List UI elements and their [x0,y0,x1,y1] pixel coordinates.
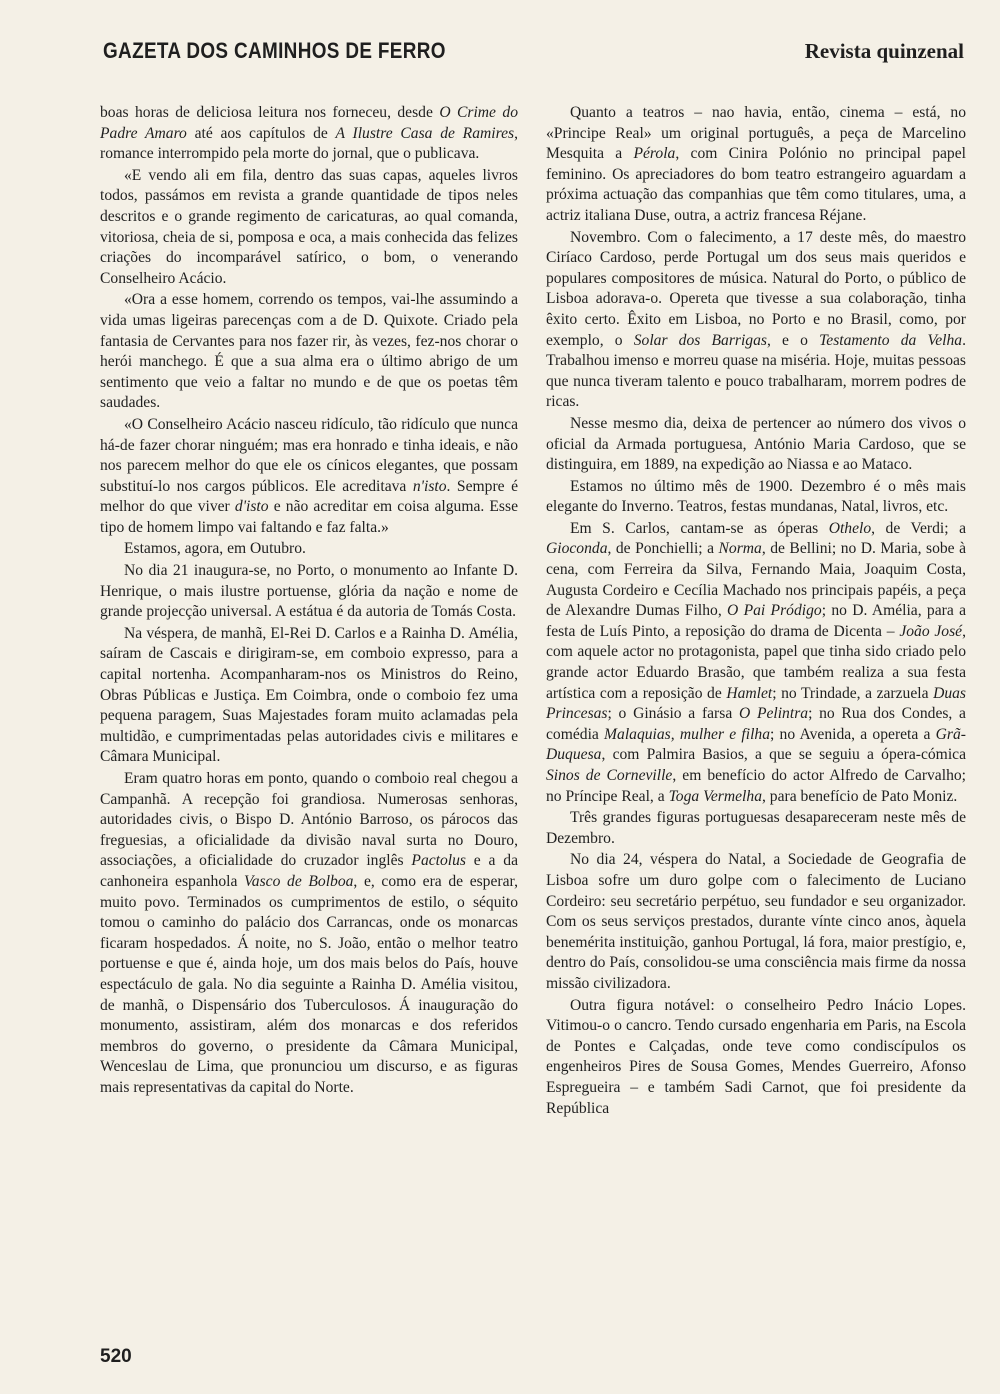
italic-title: Pactolus [411,852,466,870]
text-run: Três grandes figuras portuguesas desapareceram neste mês de Dezembro. [546,809,966,847]
italic-title: Hamlet [726,684,773,702]
text-run: No dia 24, véspera do Natal, a Sociedade de Geografia de Lisboa sofre um duro golpe com o falecimento de Luciano Cordeiro: seu secretário perpétuo, seu fundador e seu organizador. Com os seus serviços prestados, durante vínte cinco anos, àquela benemérita instituição, ganhou Portugal, lá fora, maior prestígio, e, dentro do País, consolidou-se uma consciência mais firme da nossa missão civilizadora. [546,851,966,992]
italic-title: O Crime do Padre Amaro [100,104,518,142]
right-text-column [546,103,966,1119]
text-run: , de Bellini; no D. Maria, sobe à cena, com Ferreira da Silva, Fernando Maia, Joaquim Costa, Augusta Cordeiro e Cecília Machado nos principais papéis, a peça de Alexandre Dumas Filho, [546,540,967,620]
text-run: , de Verdi; a [871,519,967,537]
text-run: . Sempre é melhor do que viver [100,477,518,516]
text-run: Nesse mesmo dia, deixa de pertencer ao número dos vivos o oficial da Armada portuguesa, António Maria Cardoso, que se distinguira, em 1889, na expedição ao Niassa e ao Mataco. [546,414,966,474]
text-run: , com aquele actor no protagonista, papel que tinha sido criado pelo grande actor Eduardo Brasão, que também realiza a sua festa artística com a reposição de [546,622,966,702]
italic-title: O Pai Pródigo [727,602,822,620]
italic-title: Sinos de Corneville [546,767,673,784]
text-run: ; no Trindade, a zarzuela [772,684,934,702]
left-text-column [100,103,518,1099]
text-run: ; no Avenida, a opereta a [770,725,936,743]
paragraph [100,624,518,768]
paragraph [100,415,518,539]
paragraph [100,769,518,1099]
paragraph [100,561,518,623]
paragraph [546,414,966,476]
page-title: GAZETA DOS CAMINHOS DE FERRO [103,38,446,63]
text-run: , e, como era de esperar, muito povo. Terminados os cumprimentos de estilo, o séquito tomou o caminho do palácio dos Carrancas, onde os monarcas ficaram hospedados. Á noite, no S. João, então o melhor teatro portuense e que é, ainda hoje, um dos mais belos do País, houve espectáculo de gala. No dia seguinte a Rainha D. Amélia visitou, de manhã, o Dispensário dos Tuberculosos. Á inauguração do monumento, assistiram, além dos monarcas e dos referidos membros do governo, o presidente da Câmara Municipal, Wenceslau de Lima, que pronunciou um discurso, e as figuras mais representativas da capital do Norte. [100,872,518,1096]
paragraph [100,103,518,165]
text-run: Quanto a teatros – nao havia, então, cinema – está, no «Principe Real» um original português, a peça de Marcelino Mesquita a [546,104,966,163]
paragraph [546,808,966,849]
paragraph [546,103,966,227]
paragraph [100,290,518,414]
paragraph [100,166,518,290]
text-run: ; no Rua dos Condes, a comédia [546,705,966,743]
italic-title: Othelo [828,519,872,537]
italic-title: O Pelintra [738,705,809,723]
text-run: «O Conselheiro Acácio nasceu ridículo, tão ridículo que nunca há-de fazer chorar ninguém; mas era honrado e tinha ideais, e não nos parecem melhor do que ele os cínicos elegantes, que possam substituí-lo nos cargos públicos. Ele acreditava [100,415,518,495]
text-run: Em S. Carlos, cantam-se as óperas [570,519,829,537]
text-run: ; no D. Amélia, para a festa de Luís Pinto, a reposição do drama de Dicenta – [546,602,966,640]
page-subtitle: Revista quinzenal [804,39,964,63]
text-run: , com Cinira Polónio no principal papel feminino. Os apreciadores do bom teatro estrangeiro aguardam a próxima actuação das companhias que têm como titulares, uma, a actriz italiana Duse, outra, a actriz francesa Réjane. [546,145,966,224]
italic-title: Grã-Duquesa [546,725,966,764]
italic-title: Toga Vermelha [668,787,762,805]
text-run: , e o [766,331,820,349]
italic-title: João José [899,622,963,640]
paragraph [546,850,966,994]
text-run: Estamos no último mês de 1900. Dezembro é o mês mais elegante do Inverno. Teatros, festas mundanas, Natal, livros, etc. [546,477,966,516]
text-run: boas horas de deliciosa leitura nos forneceu, desde [100,104,440,121]
text-run: , com Palmira Basios, a que se seguiu a ópera-cómica [601,746,966,764]
text-run: «E vendo ali em fila, dentro das suas capas, aqueles livros todos, passámos em revista a grande quantidade de tipos neles descritos e o grande regimento de caricaturas, ao qual comanda, vitoriosa, cheia de si, pomposa e oca, a mais conhecida das felizes criações do incomparável satírico, o bom, o venerando Conselheiro Acácio. [100,166,518,287]
italic-title: Solar dos Barrigas [633,331,767,349]
paragraph [546,477,966,518]
italic-title: Testamento da Velha [819,331,963,349]
italic-title: Norma [718,540,762,558]
text-run: , de Ponchielli; a [607,540,719,558]
text-run: Estamos, agora, em Outubro. [124,540,306,558]
text-run: No dia 21 inaugura-se, no Porto, o monumento ao Infante D. Henrique, o mais ilustre portuense, glória da nação e nome de grande projecção universal. A estátua é da autoria de Tomás Costa. [100,562,518,621]
italic-title: Malaquias, mulher e filha [604,725,770,743]
paragraph [546,996,966,1120]
paragraph [546,519,966,807]
text-run: Na véspera, de manhã, El-Rei D. Carlos e a Rainha D. Amélia, saíram de Cascais e dirigiram-se, em comboio expresso, para a capital nortenha. Acompanharam-nos os Ministros do Reino, Obras Públicas e Justiça. Em Coimbra, onde o comboio fez uma pequena paragem, Suas Majestades foram muito aclamadas pela multidão, e cumprimentadas pelas autoridades civis e militares e Câmara Municipal. [100,624,518,766]
italic-title: Duas Princesas [546,684,966,723]
italic-title: Vasco de Bolboa [244,872,354,890]
italic-title: Gioconda [546,540,608,558]
paragraph [100,539,518,560]
page-number: 520 [100,1346,132,1367]
italic-title: d'isto [234,498,269,516]
text-run: Eram quatro horas em ponto, quando o comboio real chegou a Campanhã. A recepção foi grandiosa. Numerosas senhoras, autoridades civis, o Bispo D. António Barroso, os párocos das freguesias, a oficialidade da divisão naval surta no Douro, associações, a oficialidade do cruzador inglês [100,770,518,870]
text-run: ; o Ginásio a farsa [607,705,739,723]
paragraph [546,228,966,413]
text-run: Novembro. Com o falecimento, a 17 deste mês, do maestro Ciríaco Cardoso, perde Portugal um dos seus mais queridos e populares compositores de música. Natural do Porto, o público de Lisboa adorava-o. Opereta que tivesse a sua colaboração, tinha êxito certo. Êxito em Lisboa, no Porto e no Brasil, como, por exemplo, o [546,228,966,349]
text-run: , em benefício do actor Alfredo de Carvalho; no Príncipe Real, a [546,767,966,805]
text-run: , romance interrompido pela morte do jornal, que o publicava. [100,124,518,163]
text-run: «Ora a esse homem, correndo os tempos, vai-lhe assumindo a vida umas ligeiras parecenças com a de D. Quixote. Criado pela fantasia de Cervantes para nos fazer rir, às vezes, fez-nos chorar o herói manchego. É que a sua alma era o último abrigo de um sentimento que veio a faltar no mundo e de que os poetas têm saudades. [100,291,518,412]
text-run: . Trabalhou imenso e morreu quase na miséria. Hoje, muitas pessoas que nunca tiveram talento e pouco trabalharam, morrem podres de ricas. [546,331,966,411]
text-run: Outra figura notável: o conselheiro Pedro Inácio Lopes. Vitimou-o o cancro. Tendo cursado engenharia em Paris, na Escola de Pontes e Calçadas, onde teve como condiscípulos os engenheiros Pires de Sousa Gomes, Mendes Guerreiro, Afonso Espregueira – e também Sadi Carnot, que foi presidente da República [546,996,966,1117]
text-run: e não acreditar em coisa alguma. Esse tipo de homem limpo vai faltando e faz falta.» [100,498,518,536]
text-run: até aos capítulos de [186,124,336,142]
italic-title: Pérola [633,145,676,163]
text-run: e a da canhoneira espanhola [100,852,518,890]
italic-title: n'isto [412,477,447,495]
italic-title: A Ilustre Casa de Ramires [335,124,515,142]
text-run: , para benefício de Pato Moniz. [762,787,958,805]
